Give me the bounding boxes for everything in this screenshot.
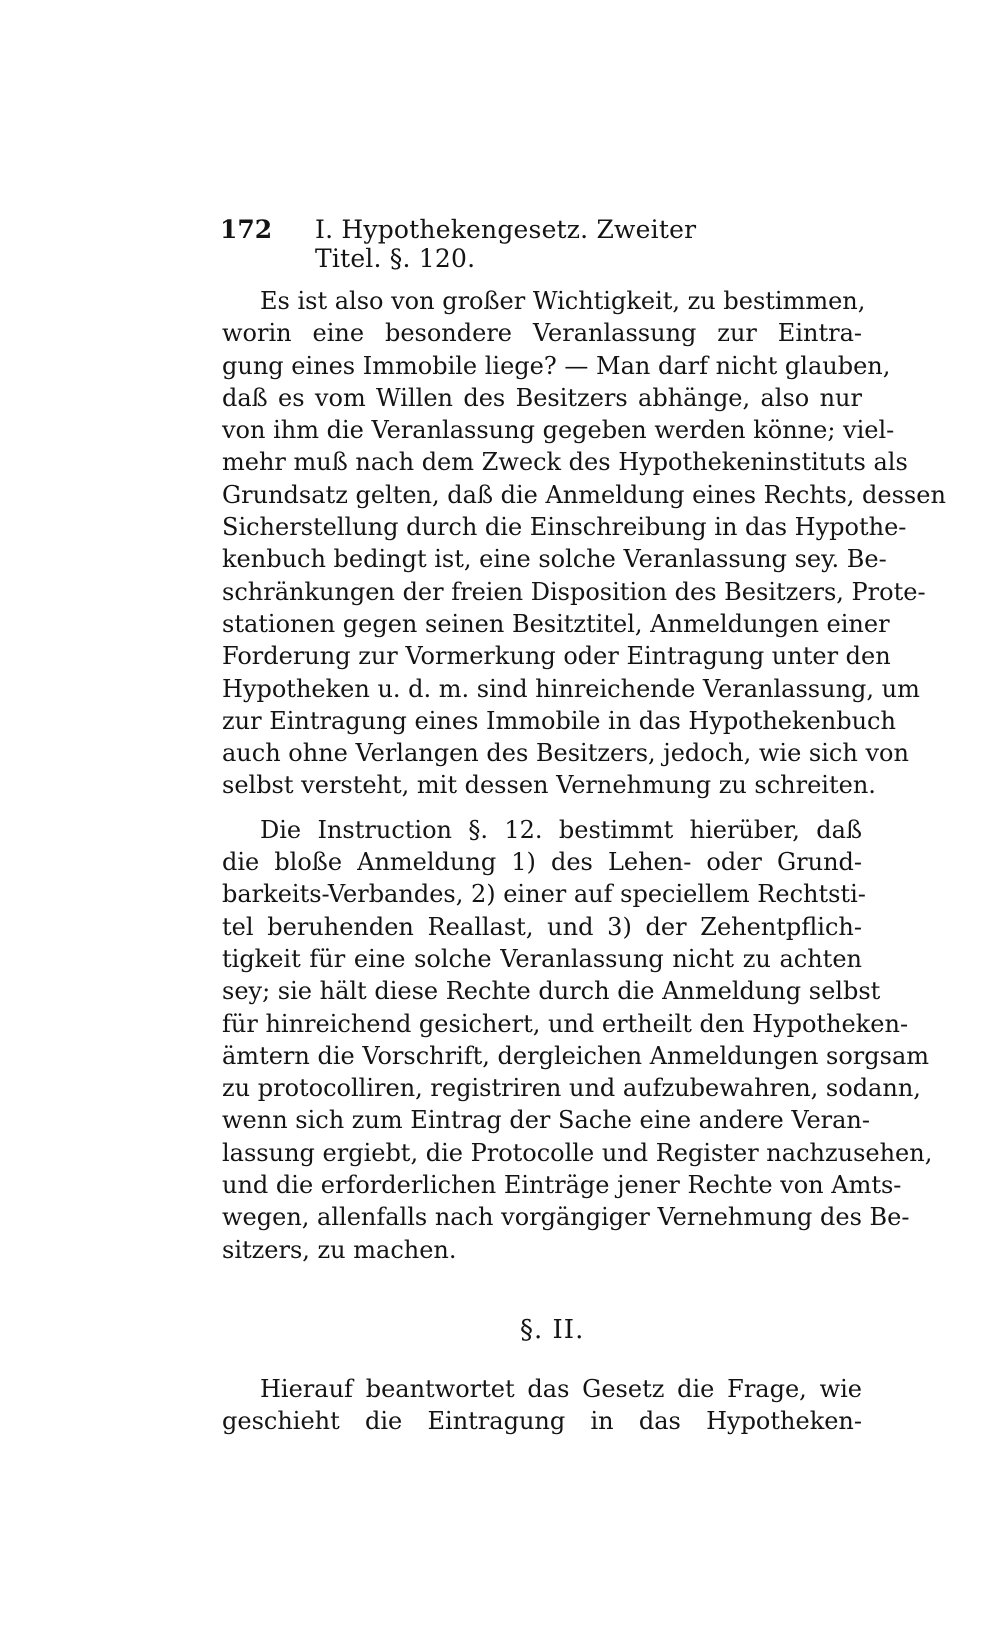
text-line: ämtern die Vorschrift, dergleichen Anmeldungen sorgsam — [222, 1041, 930, 1070]
text-line: sitzers, zu machen. — [222, 1235, 457, 1264]
text-line: gung eines Immobile liege? — Man darf nicht glauben, — [222, 351, 891, 380]
text-line: tigkeit für eine solche Veranlassung nicht zu achten — [222, 944, 862, 973]
text-line: mehr muß nach dem Zweck des Hypothekeninstituts als — [222, 448, 908, 477]
text-line: Grundsatz gelten, daß die Anmeldung eines Rechts, dessen — [222, 480, 946, 509]
text-line: stationen gegen seinen Besitztitel, Anmeldungen einer — [222, 609, 890, 638]
text-line: wegen, allenfalls nach vorgängiger Vernehmung des Be- — [222, 1203, 910, 1232]
text-line: sey; sie hält diese Rechte durch die Anmeldung selbst — [222, 977, 881, 1006]
paragraph-3 — [222, 1372, 862, 1437]
text-line: für hinreichend gesichert, und ertheilt den Hypotheken- — [222, 1009, 909, 1038]
text-line: Es ist also von großer Wichtigkeit, zu bestimmen, — [260, 287, 866, 315]
text-line: auch ohne Verlangen des Besitzers, jedoch, wie sich von — [222, 739, 909, 768]
text-line: selbst versteht, mit dessen Vernehmung zu schreiten. — [222, 771, 876, 800]
running-title: I. Hypothekengesetz. Zweiter Titel. §. 120. — [315, 215, 697, 273]
text-line: daß es vom Willen des Besitzers abhänge, also nur — [222, 383, 862, 412]
text-line: von ihm die Veranlassung gegeben werden könne; viel- — [222, 416, 895, 445]
text-line: die bloße Anmeldung 1) des Lehen- oder Grund- — [222, 848, 862, 877]
text-line: und die erforderlichen Einträge jener Rechte von Amts- — [222, 1171, 902, 1200]
text-line: zur Eintragung eines Immobile in das Hypothekenbuch — [222, 706, 896, 735]
text-line: Forderung zur Vormerkung oder Eintragung unter den — [222, 642, 891, 671]
paragraph-1 — [222, 285, 946, 802]
text-line: tel beruhenden Reallast, und 3) der Zehentpflich- — [222, 912, 862, 941]
text-line: lassung ergiebt, die Protocolle und Register nachzusehen, — [222, 1138, 933, 1167]
text-line: schränkungen der freien Disposition des Besitzers, Prote- — [222, 577, 926, 606]
section-heading: §. II. — [520, 1315, 585, 1345]
page-number: 172 — [220, 215, 273, 244]
text-line: worin eine besondere Veranlassung zur Eintra- — [222, 319, 862, 348]
paragraph-2 — [222, 814, 933, 1266]
text-line: Hypotheken u. d. m. sind hinreichende Veranlassung, um — [222, 674, 920, 703]
text-line: kenbuch bedingt ist, eine solche Veranlassung sey. Be- — [222, 545, 887, 574]
body-text — [222, 285, 946, 1266]
text-line: barkeits-Verbandes, 2) einer auf speciellem Rechtsti- — [222, 880, 866, 909]
text-line: geschieht die Eintragung in das Hypotheken- — [222, 1407, 862, 1436]
text-line: wenn sich zum Eintrag der Sache eine andere Veran- — [222, 1106, 870, 1135]
text-line: Sicherstellung durch die Einschreibung in das Hypothe- — [222, 513, 907, 542]
text-line: Die Instruction §. 12. bestimmt hierüber, daß — [260, 815, 862, 844]
text-line: Hierauf beantwortet das Gesetz die Frage, wie — [260, 1375, 862, 1403]
text-line: zu protocolliren, registriren und aufzubewahren, sodann, — [222, 1074, 921, 1103]
page-header — [220, 215, 760, 273]
